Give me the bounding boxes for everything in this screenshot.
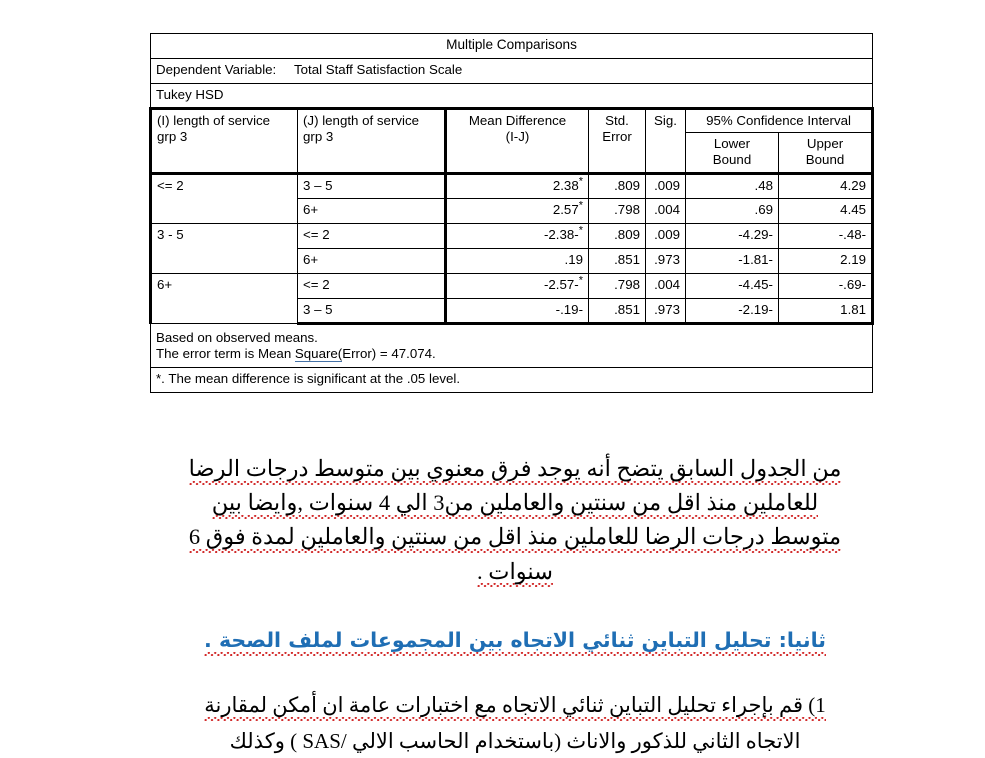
significance-star: *: [578, 224, 583, 237]
lower-bound-cell: -2.19-: [686, 299, 779, 324]
header-confidence-interval: 95% Confidence Interval: [686, 109, 873, 133]
group-label-0: <= 2: [151, 174, 298, 224]
header-row-primary: [151, 109, 873, 133]
footnote-error-term: [156, 346, 867, 362]
table-row: [151, 224, 873, 249]
header-mean-difference: [446, 109, 589, 174]
lower-bound-cell: -4.45-: [686, 274, 779, 299]
sig-cell: .973: [646, 249, 686, 274]
lower-bound-cell: .48: [686, 174, 779, 199]
std-error-cell: .798: [589, 199, 646, 224]
header-i-group-line1: (I) length of service: [157, 113, 271, 128]
multiple-comparisons-table: [149, 33, 874, 393]
header-lower-bound-line2: Bound: [712, 152, 752, 168]
table-row: [151, 274, 873, 299]
header-upper-bound-line2: Bound: [805, 152, 845, 168]
table-title: Multiple Comparisons: [151, 34, 873, 59]
arabic-paragraph: [150, 452, 880, 589]
mean-difference-value: -.19-: [555, 302, 583, 317]
question-block: [150, 690, 880, 722]
header-j-group-line1: (J) length of service: [303, 113, 420, 128]
mean-difference-cell: [446, 299, 589, 324]
mean-difference-cell: [446, 199, 589, 224]
lower-bound-cell: -1.81-: [686, 249, 779, 274]
j-label: 6+: [298, 199, 446, 224]
std-error-cell: .809: [589, 174, 646, 199]
arabic-paragraph-text-2: متوسط درجات الرضا للعاملين منذ اقل من سنتين والعاملين لمدة فوق 6: [189, 524, 841, 553]
lower-bound-cell: .69: [686, 199, 779, 224]
lower-bound-cell: -4.29-: [686, 224, 779, 249]
header-i-group-line2: grp 3: [157, 128, 188, 144]
mean-difference-cell: [446, 249, 589, 274]
arabic-paragraph-text-3: سنوات .: [477, 559, 553, 588]
j-label: <= 2: [298, 274, 446, 299]
header-lower-bound-line1: Lower: [713, 136, 751, 152]
footnote-error-term-post: Error) = 47.074.: [342, 345, 436, 361]
sig-cell: .004: [646, 274, 686, 299]
std-error-cell: .809: [589, 224, 646, 249]
mean-difference-value: .19: [564, 252, 583, 267]
dependent-variable-label: Dependent Variable:: [156, 62, 277, 77]
mean-difference-cell: [446, 224, 589, 249]
j-label: 3 – 5: [298, 174, 446, 199]
significance-star: *: [578, 175, 583, 188]
upper-bound-cell: 2.19: [779, 249, 873, 274]
footnote-error-term-underlined: Square(: [294, 345, 343, 361]
arabic-paragraph-text-0: من الجدول السابق يتضح أنه يوجد فرق معنوي بين متوسط درجات الرضا: [189, 456, 842, 485]
mean-difference-value: -2.38-: [543, 227, 579, 242]
section-heading: [150, 628, 880, 652]
header-upper-bound-line1: Upper: [806, 136, 844, 152]
footnote-observed-means-cell: [151, 324, 873, 368]
method-cell: Tukey HSD: [151, 84, 873, 109]
table-title-row: [151, 34, 873, 59]
j-label: 3 – 5: [298, 299, 446, 324]
header-lower-bound: [686, 133, 779, 174]
header-sig: Sig.: [646, 109, 686, 174]
arabic-paragraph-line-2: [150, 520, 880, 554]
header-std-error-line1: Std.: [605, 113, 629, 128]
question-text-1: الاتجاه الثاني للذكور والاناث (باستخدام الحاسب الالي /SAS ) وكذلك: [229, 729, 801, 753]
upper-bound-cell: -.48-: [779, 224, 873, 249]
group-label-2: 6+: [151, 274, 298, 324]
mean-difference-cell: [446, 174, 589, 199]
header-mean-difference-line2: (I-J): [505, 128, 530, 144]
footnote-error-term-pre: The error term is Mean: [156, 345, 295, 361]
header-j-group: [298, 109, 446, 174]
sig-cell: .009: [646, 174, 686, 199]
mean-difference-value: -2.57-: [543, 277, 579, 292]
header-upper-bound: [779, 133, 873, 174]
mean-difference-cell: [446, 274, 589, 299]
arabic-paragraph-line-3: [150, 555, 880, 589]
footnote-based-on: Based on observed means.: [156, 330, 318, 345]
question-line-1-clipped: [150, 726, 880, 753]
std-error-cell: .798: [589, 274, 646, 299]
arabic-paragraph-line-1: [150, 486, 880, 520]
method-row: [151, 84, 873, 109]
sig-cell: .009: [646, 224, 686, 249]
group-label-1: 3 - 5: [151, 224, 298, 274]
mean-difference-value: 2.57: [552, 202, 579, 217]
table-row: [151, 174, 873, 199]
upper-bound-cell: -.69-: [779, 274, 873, 299]
std-error-cell: .851: [589, 299, 646, 324]
dependent-variable-cell: [151, 59, 873, 84]
arabic-paragraph-text-1: للعاملين منذ اقل من سنتين والعاملين من3 الي 4 سنوات ,وايضا بين: [212, 490, 818, 519]
dependent-variable-value: Total Staff Satisfaction Scale: [293, 62, 463, 77]
arabic-paragraph-line-0: [150, 452, 880, 486]
mean-difference-value: 2.38: [552, 178, 579, 193]
significance-star: *: [578, 199, 583, 212]
sig-cell: .004: [646, 199, 686, 224]
upper-bound-cell: 4.45: [779, 199, 873, 224]
upper-bound-cell: 4.29: [779, 174, 873, 199]
footnote-row-significance: [151, 368, 873, 393]
upper-bound-cell: 1.81: [779, 299, 873, 324]
sig-cell: .973: [646, 299, 686, 324]
dependent-variable-row: [151, 59, 873, 84]
footnote-significance: *. The mean difference is significant at the .05 level.: [151, 368, 873, 393]
significance-star: *: [578, 274, 583, 287]
section-heading-text: ثانيا: تحليل التباين ثنائي الاتجاه بين المجموعات لملف الصحة .: [204, 628, 826, 656]
header-std-error-line2: Error: [602, 128, 632, 144]
header-j-group-line2: grp 3: [303, 128, 334, 144]
j-label: 6+: [298, 249, 446, 274]
question-text-0: 1) قم بإجراء تحليل التباين ثنائي الاتجاه مع اختبارات عامة ان أمكن لمقارنة: [204, 693, 826, 721]
header-i-group: [151, 109, 298, 174]
header-std-error: [589, 109, 646, 174]
j-label: <= 2: [298, 224, 446, 249]
footnote-row-observed: [151, 324, 873, 368]
question-line-0: [150, 690, 880, 722]
header-mean-difference-line1: Mean Difference: [468, 113, 567, 128]
std-error-cell: .851: [589, 249, 646, 274]
